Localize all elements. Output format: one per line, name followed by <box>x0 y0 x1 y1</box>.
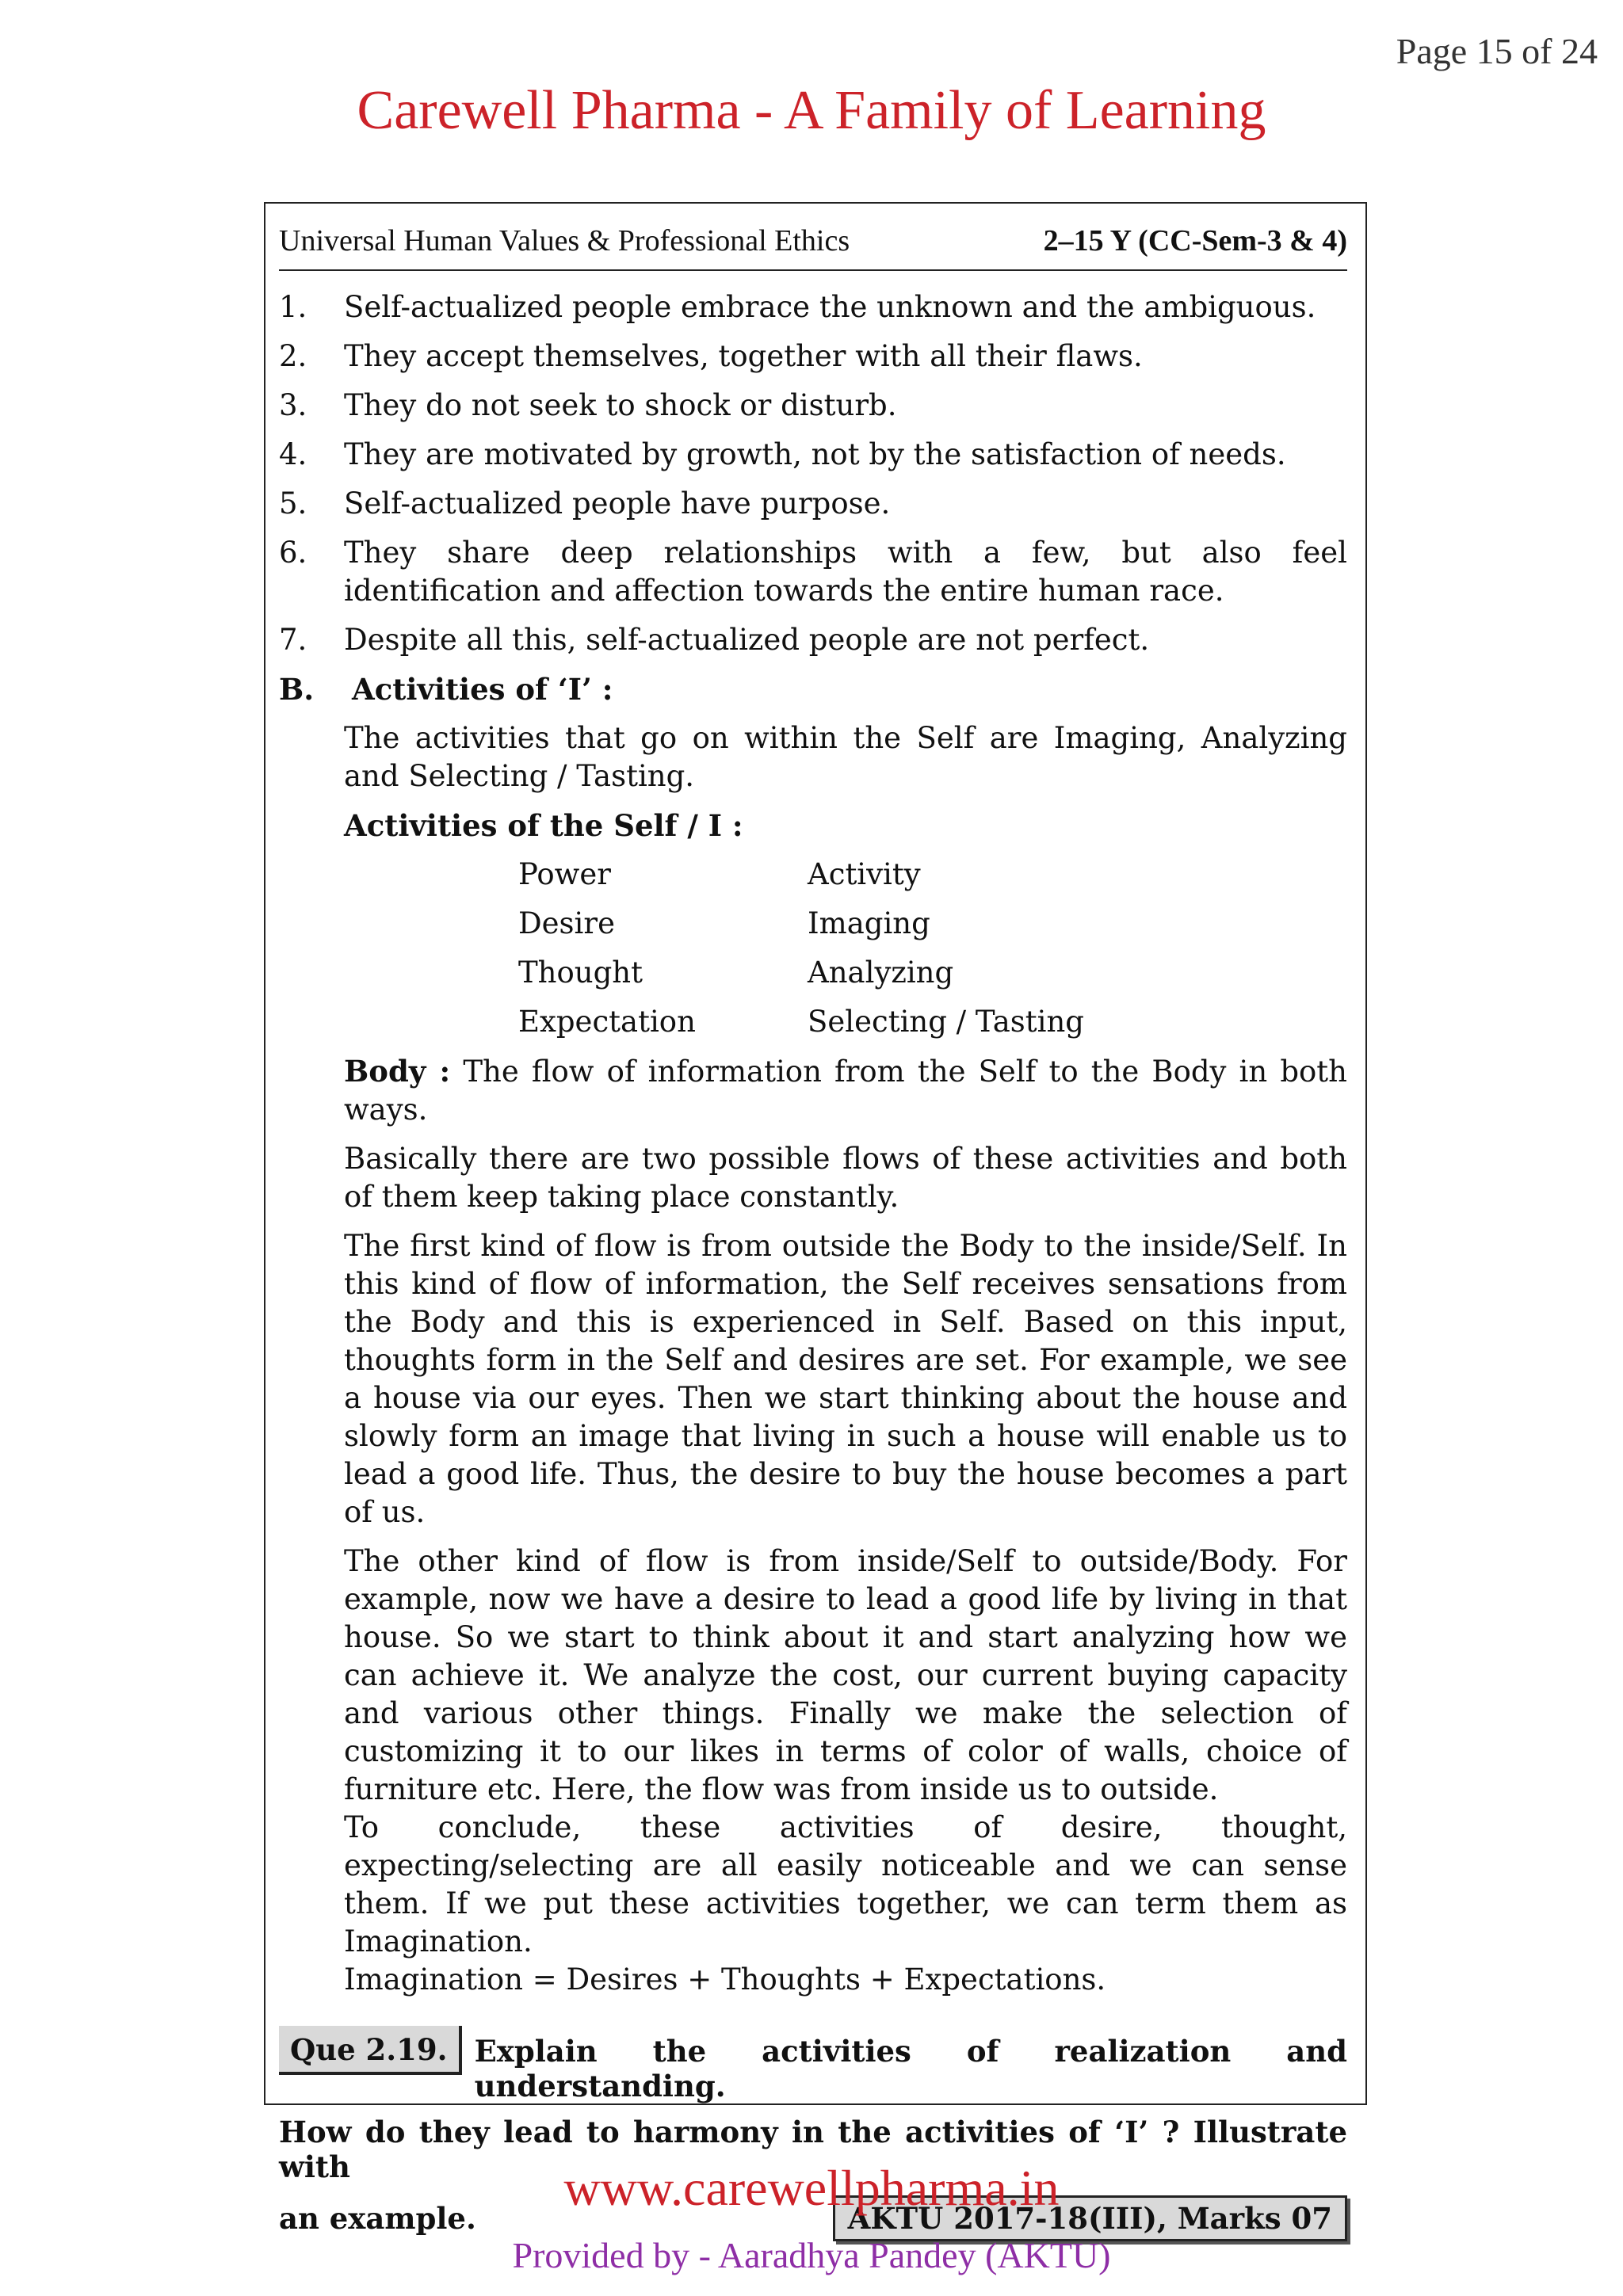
exam-tag: AKTU 2017-18(III), Marks 07 <box>833 2195 1347 2241</box>
activity-row <box>518 856 1347 894</box>
activity-name: Imaging <box>808 906 930 940</box>
list-item <box>279 621 1347 659</box>
section-body <box>344 719 1347 845</box>
activity-power: Desire <box>518 906 615 940</box>
footer-provided-by: Provided by - Aaradhya Pandey (AKTU) <box>512 2235 1111 2275</box>
activity-name: Selecting / Tasting <box>808 1005 1084 1039</box>
running-header-title: Universal Human Values & Professional Ethics <box>279 224 850 257</box>
paragraph: To conclude, these activities of desire, thought, expecting/selecting are all easily noticeable and we can sense them. If we put these activities together, we can term them as Imagination. <box>344 1810 1347 1958</box>
list-item <box>279 338 1347 376</box>
page-content <box>279 223 1347 2241</box>
running-header-code: 2–15 Y (CC-Sem-3 & 4) <box>1043 224 1347 257</box>
paragraph: Imagination = Desires + Thoughts + Expectations. <box>344 1962 1106 1997</box>
list-item-text: Self-actualized people have purpose. <box>344 486 891 521</box>
page-number: Page 15 of 24 <box>1396 31 1598 71</box>
list-item <box>279 387 1347 425</box>
body-text: The flow of information from the Self to the Body in both ways. <box>344 1055 1347 1127</box>
section-paragraphs <box>344 1052 1347 1999</box>
activities-subheading: Activities of the Self / I : <box>344 808 743 843</box>
activity-power: Thought <box>518 955 643 990</box>
activity-row <box>518 905 1347 943</box>
body-label: Body : <box>344 1054 451 1089</box>
list-item <box>279 288 1347 326</box>
paragraph: The first kind of flow is from outside the Body to the inside/Self. In this kind of flow of information, the Self receives sensations from the Body and this is experienced in Self. Based on this input, thoughts form in the Self and desires are set. For example, we see a house via our eyes. Then we start thinking about the house and slowly form an image that living in such a house will enable us to lead a good life. Thus, the desire to buy the house becomes a part of us. <box>344 1229 1347 1529</box>
list-item <box>279 436 1347 474</box>
section-intro: The activities that go on within the Self are Imaging, Analyzing and Selecting / Tasting. <box>344 721 1347 793</box>
section-number: B. <box>279 672 315 707</box>
numbered-list <box>279 288 1347 659</box>
activity-name: Activity <box>808 857 921 891</box>
list-item-number: 2. <box>279 339 307 373</box>
brand-title: Carewell Pharma - A Family of Learning <box>357 80 1266 141</box>
list-item-number: 5. <box>279 486 307 521</box>
list-item <box>279 485 1347 523</box>
question-text-line1: Explain the activities of realization and understanding. <box>474 2034 1347 2103</box>
question-text-line2: How do they lead to harmony in the activities of ‘I’ ? Illustrate with <box>279 2115 1347 2184</box>
footer-website: www.carewellpharma.in <box>563 2160 1060 2216</box>
list-item-number: 3. <box>279 388 307 422</box>
activities-table <box>279 856 1347 1041</box>
list-item-text: They are motivated by growth, not by the satisfaction of needs. <box>344 437 1286 471</box>
list-item-number: 4. <box>279 437 307 471</box>
list-item-number: 7. <box>279 623 307 657</box>
activity-power: Power <box>518 857 611 891</box>
question-label: Que 2.19. <box>279 2026 462 2075</box>
list-item-text: They share deep relationships with a few, but also feel identification and affection towards the entire human race. <box>344 536 1347 608</box>
activity-row <box>518 1003 1347 1041</box>
list-item-text: Despite all this, self-actualized people are not perfect. <box>344 623 1150 657</box>
list-item-text: They do not seek to shock or disturb. <box>344 388 897 422</box>
list-item-number: 1. <box>279 290 307 324</box>
list-item-text: They accept themselves, together with all their flaws. <box>344 339 1143 373</box>
list-item-text: Self-actualized people embrace the unknown and the ambiguous. <box>344 290 1316 324</box>
list-item <box>279 534 1347 610</box>
paragraph: Basically there are two possible flows of these activities and both of them keep taking place constantly. <box>344 1142 1347 1214</box>
activity-name: Analyzing <box>808 955 954 990</box>
question-text-end: an example. <box>279 2201 476 2236</box>
activity-row <box>518 954 1347 992</box>
question-row <box>279 2026 1347 2103</box>
list-item-number: 6. <box>279 536 307 570</box>
body-definition <box>344 1052 1347 1129</box>
activity-power: Expectation <box>518 1005 696 1039</box>
running-header <box>279 223 1347 271</box>
section-heading <box>279 670 1347 708</box>
paragraph: The other kind of flow is from inside/Self to outside/Body. For example, now we have a desire to lead a good life by living in that house. So we start to think about it and start analyzing how we can achieve it. We analyze the cost, our current buying capacity and various other things. Finally we make the selection of customizing it to our likes in terms of color of walls, choice of furniture etc. Here, the flow was from inside us to outside. <box>344 1544 1347 1806</box>
section-title: Activities of ‘I’ : <box>352 672 613 707</box>
